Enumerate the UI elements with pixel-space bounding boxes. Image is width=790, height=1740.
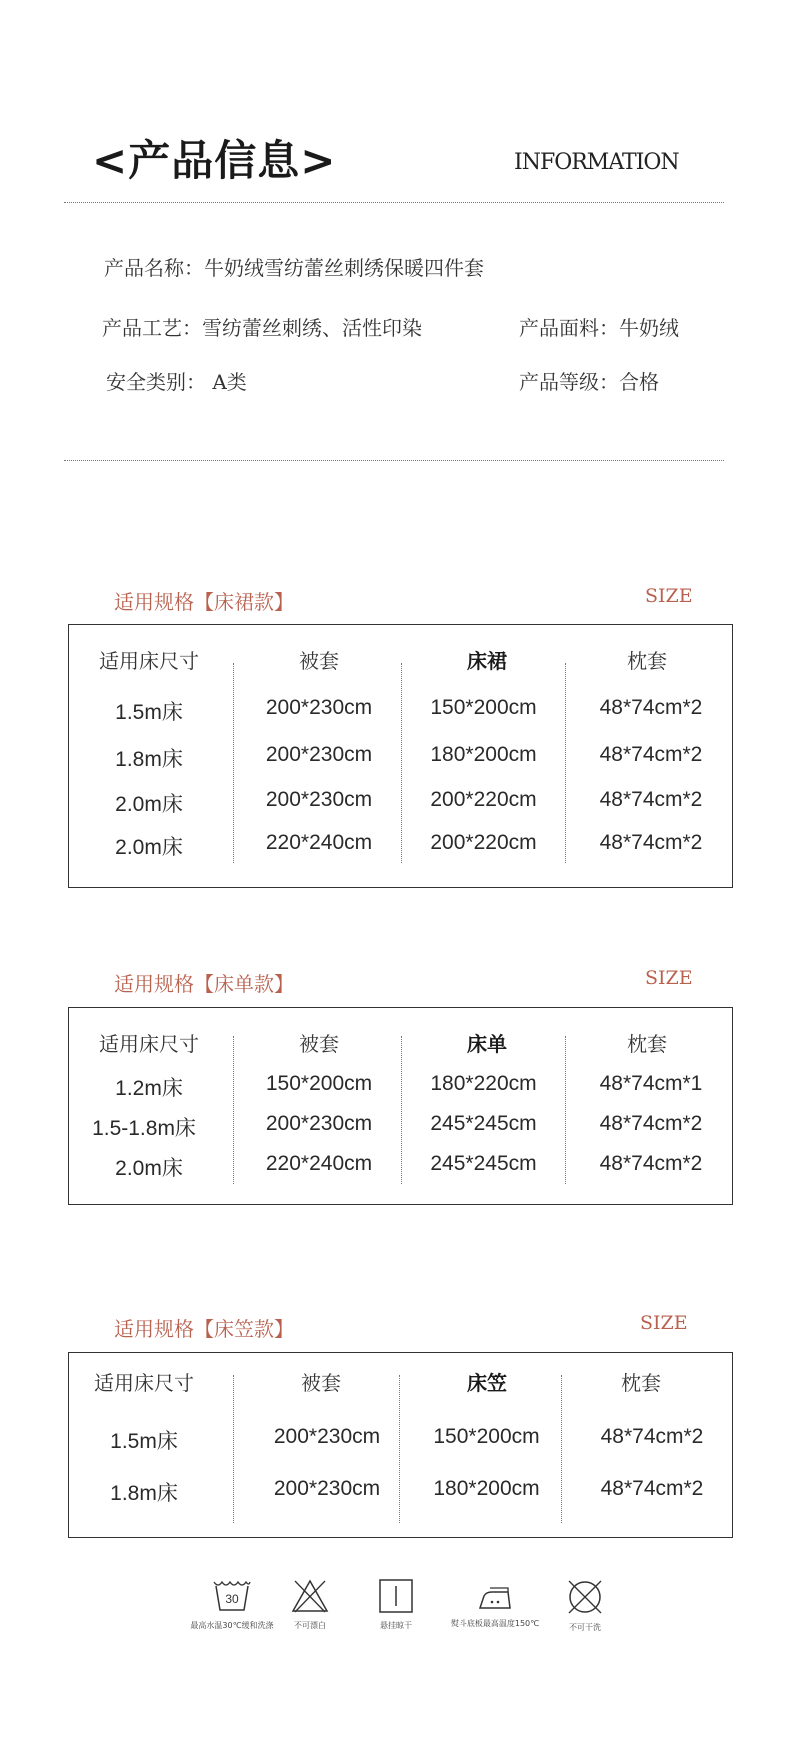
info-safety: 安全类别： A类: [106, 370, 247, 394]
table-cell: 200*220cm: [430, 788, 537, 811]
page-title: <产品信息>: [92, 136, 337, 185]
column-header: 枕套: [627, 1032, 667, 1056]
table-cell: 180*200cm: [430, 743, 537, 766]
care-item-bleach: [270, 1578, 350, 1631]
column-header: 床裙: [467, 649, 507, 673]
table-cell: 1.8m床: [115, 748, 183, 771]
column-header: 适用床尺寸: [99, 1032, 199, 1056]
table-cell: 245*245cm: [430, 1152, 537, 1175]
size-label: SIZE: [645, 585, 693, 607]
size-table-bedskirt: [68, 624, 733, 888]
table-cell: 150*200cm: [265, 1072, 373, 1095]
column-header: 适用床尺寸: [94, 1371, 194, 1395]
size-table-sheet: [68, 1007, 733, 1205]
table-cell: 48*74cm*2: [600, 1425, 704, 1448]
table-cell: 48*74cm*2: [600, 1477, 704, 1500]
table-cell: 48*74cm*1: [599, 1072, 703, 1095]
table-title: 适用规格【床笠款】: [114, 1317, 294, 1341]
table-cell: 48*74cm*2: [599, 831, 703, 854]
care-item-dry: [356, 1578, 436, 1631]
table-cell: 245*245cm: [430, 1112, 537, 1135]
table-cell: 150*200cm: [430, 696, 537, 719]
table-cell: 1.8m床: [110, 1482, 178, 1505]
table-cell: 200*220cm: [430, 831, 537, 854]
table-cell: 2.0m床: [115, 836, 183, 859]
column-header: 床单: [467, 1032, 507, 1056]
column-header: 被套: [299, 1032, 339, 1056]
table-cell: 200*230cm: [273, 1477, 381, 1500]
care-label: 熨斗底板最高温度150℃: [450, 1619, 540, 1628]
table-cell: 200*230cm: [273, 1425, 381, 1448]
info-grade: 产品等级：合格: [519, 370, 659, 394]
column-header: 被套: [299, 649, 339, 673]
table-title: 适用规格【床单款】: [114, 972, 294, 996]
table-cell: 200*230cm: [265, 743, 373, 766]
column-header: 枕套: [627, 649, 667, 673]
table-cell: 220*240cm: [265, 1152, 373, 1175]
table-cell: 180*200cm: [433, 1477, 540, 1500]
table-cell: 200*230cm: [265, 788, 373, 811]
divider: [64, 460, 724, 461]
column-header: 枕套: [621, 1371, 661, 1395]
table-cell: 1.5-1.8m床: [92, 1117, 196, 1140]
hang-dry-icon: [376, 1578, 416, 1614]
table-title: 适用规格【床裙款】: [114, 590, 294, 614]
table-cell: 2.0m床: [115, 793, 183, 816]
info-craft: 产品工艺：雪纺蕾丝刺绣、活性印染: [102, 316, 422, 340]
info-product-name: 产品名称：牛奶绒雪纺蕾丝刺绣保暖四件套: [104, 256, 484, 280]
divider: [64, 202, 724, 203]
column-separator: [233, 1375, 234, 1523]
care-label: 悬挂晾干: [380, 1621, 412, 1630]
column-header: 适用床尺寸: [99, 649, 199, 673]
care-label: 不可干洗: [569, 1623, 601, 1632]
table-cell: 48*74cm*2: [599, 1112, 703, 1135]
table-cell: 200*230cm: [265, 696, 373, 719]
table-cell: 220*240cm: [265, 831, 373, 854]
table-cell: 200*230cm: [265, 1112, 373, 1135]
table-cell: 180*220cm: [430, 1072, 537, 1095]
size-table-fitted: [68, 1352, 733, 1538]
table-cell: 48*74cm*2: [599, 696, 703, 719]
iron-150-icon: [474, 1578, 516, 1614]
table-cell: 1.5m床: [115, 701, 183, 724]
info-fabric: 产品面料：牛奶绒: [519, 316, 679, 340]
care-item-iron: [430, 1578, 560, 1629]
table-cell: 150*200cm: [433, 1425, 540, 1448]
care-label: 最高水温30℃缓和洗涤: [190, 1621, 274, 1630]
column-header: 床笠: [467, 1371, 507, 1395]
page-subtitle-en: INFORMATION: [514, 150, 679, 175]
size-label: SIZE: [640, 1312, 688, 1334]
no-bleach-icon: [290, 1578, 330, 1614]
no-dry-clean-icon: [565, 1578, 605, 1616]
table-cell: 1.5m床: [110, 1430, 178, 1453]
table-cell: 1.2m床: [115, 1077, 183, 1100]
table-cell: 48*74cm*2: [599, 1152, 703, 1175]
table-cell: 48*74cm*2: [599, 788, 703, 811]
column-header: 被套: [301, 1371, 341, 1395]
wash-temperature: 30: [225, 1592, 239, 1606]
care-item-dryclean: [545, 1578, 625, 1633]
table-cell: 2.0m床: [115, 1157, 183, 1180]
care-label: 不可漂白: [294, 1621, 326, 1630]
wash-30-icon: [212, 1578, 252, 1614]
table-cell: 48*74cm*2: [599, 743, 703, 766]
size-label: SIZE: [645, 967, 693, 989]
